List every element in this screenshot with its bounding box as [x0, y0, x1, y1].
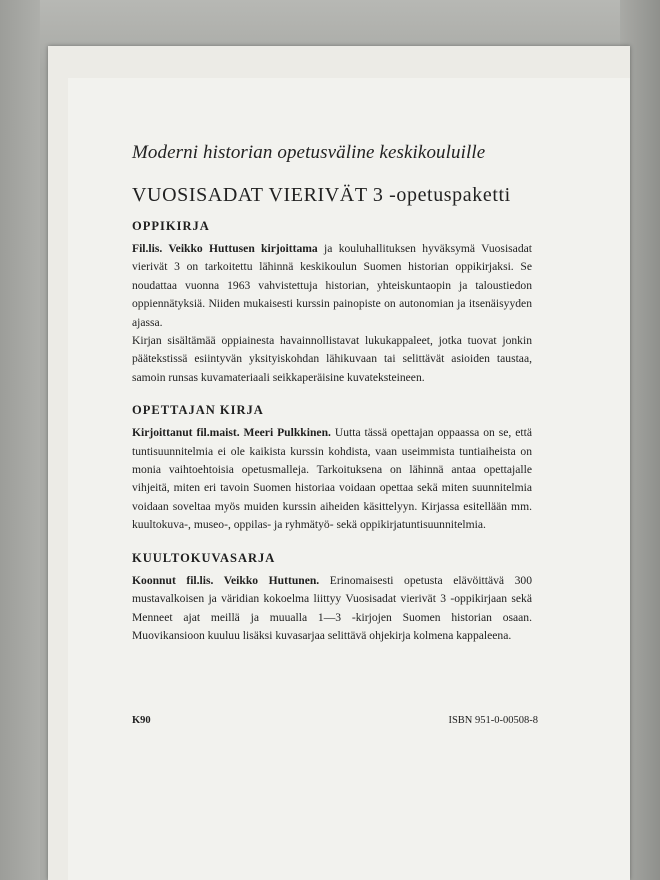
paragraph-body: Erinomaisesti opetusta elävöittävä 300 mustavalkoisen ja väridian kokoelma liittyy Vuosisadat vierivät 3 -oppikirjaan sekä Menneet ajat meillä ja muualla 1—3 -kirjojen Suomen historian osaan. Muovikansioon kuuluu lisäksi kuvasarjaa selittävä ohjekirja kolmena kappaleena. [132, 573, 532, 642]
title: VUOSISADAT VIERIVÄT 3 -opetuspaketti [132, 184, 511, 206]
content-area [132, 142, 532, 645]
catalog-code: K90 [132, 715, 151, 726]
isbn: ISBN 951-0-00508-8 [448, 715, 538, 726]
section-heading: OPETTAJAN KIRJA [132, 403, 264, 418]
footer [132, 715, 538, 726]
paragraph-body: Uutta tässä opettajan oppaassa on se, että tuntisuunnitelmia ei ole kaikista kurssin kohdista, vaan useimmista tuntiaiheista on monia vaihtoehtoisia opetusmalleja. Tarkoituksena on lähinnä antaa opettajalle vihjeitä, miten eri tavoin Suomen historiaa voidaan opettaa sekä miten suunnitelmia voidaan soveltaa myös muiden kurssin aiheiden käsittelyyn. Kirjassa esitellään mm. kuultokuva-, museo-, oppilas- ja ryhmätyö- sekä oppikirjatuntisuunnitelmia. [132, 426, 533, 532]
paragraph-lead: Koonnut fil.lis. Veikko Huttunen. [132, 573, 320, 587]
paragraph-lead: Kirjoittanut fil.maist. Meeri Pulkkinen. [132, 426, 331, 440]
section-paragraph [132, 240, 532, 332]
section-opettajan-kirja [132, 403, 532, 534]
paragraph-body: ja kouluhallituksen hyväksymä Vuosisadat vierivät 3 on tarkoitettu lähinnä keskikoulun Suomen historian oppikirjaksi. Se noudattaa vuonna 1963 vahvistettuja historian, yhteiskuntaopin ja taloustiedon oppiennätyksiä. Niiden mukaisesti kurssin painopiste on autonomian ja itsenäisyyden ajassa. [132, 242, 532, 329]
section-paragraph [132, 424, 532, 534]
section-paragraph-2: Kirjan sisältämää oppiainesta havainnollistavat lukukappaleet, jotka tuovat jonkin päätekstissä esiintyvän yksityiskohdan lähikuvaan tai selittävät asioiden taustaa, samoin runsas kuvamateriaali seikkaperäisine kuvateksteineen. [132, 334, 532, 384]
background-left [0, 0, 40, 880]
section-oppikirja [132, 219, 532, 387]
subtitle: Moderni historian opetusväline keskikouluille [132, 142, 486, 163]
section-paragraph [132, 572, 532, 646]
section-heading: OPPIKIRJA [132, 219, 210, 233]
section-kuultokuvasarja [132, 551, 532, 646]
paragraph-lead: Fil.lis. Veikko Huttusen kirjoittama [132, 242, 318, 255]
section-heading: KUULTOKUVASARJA [132, 550, 276, 565]
back-cover-page [68, 78, 630, 880]
